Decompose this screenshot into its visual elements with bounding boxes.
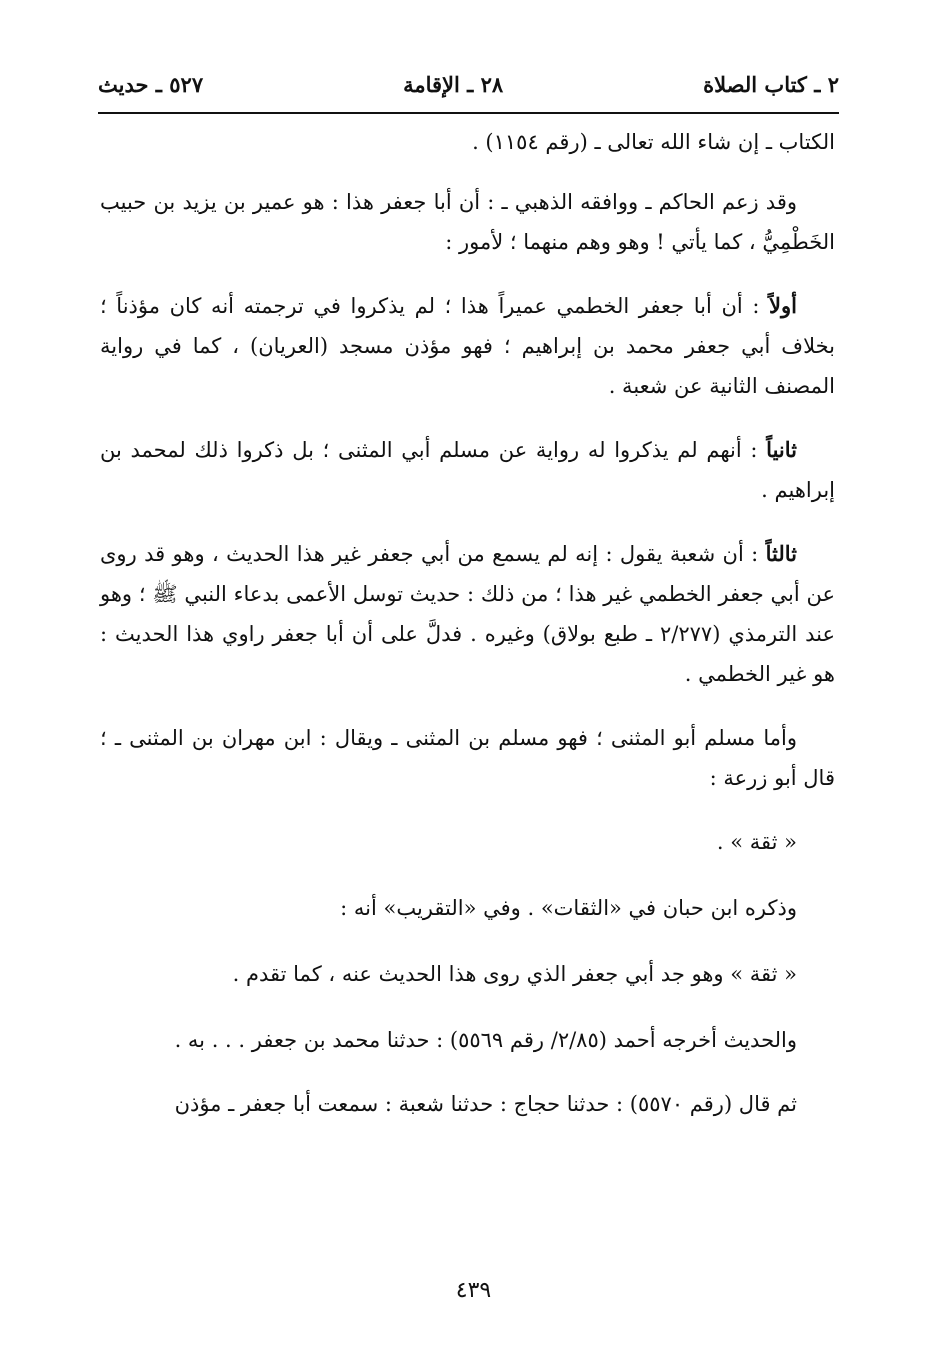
paragraph-text: « ثقة » وهو جد أبي جعفر الذي روى هذا الحديث عنه ، كما تقدم . [232,962,797,986]
header-chapter: ٢ ـ كتاب الصلاة [703,71,839,97]
paragraph-third-reason [100,534,835,694]
paragraph-text: : أنهم لم يذكروا له رواية عن مسلم أبي المثنى ؛ بل ذكروا ذلك لمحمد بن إبراهيم . [100,438,835,502]
paragraph-2 [100,182,835,262]
paragraph-1 [100,122,835,162]
header-section: ٢٨ ـ الإقامة [403,71,504,97]
paragraph-first-reason [100,286,835,406]
paragraph-lead: أولاً [769,293,797,318]
paragraph-text: : أن أبا جعفر الخطمي عميراً هذا ؛ لم يذكروا في ترجمته أنه كان مؤذناً ؛ بخلاف أبي جعفر محمد بن إبراهيم ؛ فهو مؤذن مسجد (العريان) ، كما في رواية المصنف الثانية عن شعبة . [100,294,835,398]
header-divider [98,112,839,114]
paragraph-lead: ثانياً [766,437,797,462]
quote-thiqa [100,822,835,862]
paragraph-ahmad [100,1020,835,1060]
paragraph-text: وقد زعم الحاكم ـ ووافقه الذهبي ـ : أن أبا جعفر هذا : هو عمير بن يزيد بن حبيب الخَطْمِيُّ ، كما يأتي ! وهو وهم منهما ؛ لأمور : [100,190,835,254]
quote-taqrib [100,954,835,994]
paragraph-text: « ثقة » . [716,830,797,854]
paragraph-text: الكتاب ـ إن شاء الله تعالى ـ (رقم ١١٥٤) . [472,130,835,154]
paragraph-lead: ثالثاً [765,541,797,566]
page-number: ٤٣٩ [455,1278,492,1303]
paragraph-text: ثم قال (رقم ٥٥٧٠) : حدثنا حجاج : حدثنا شعبة : سمعت أبا جعفر ـ مؤذن [174,1092,797,1116]
paragraph-text: وذكره ابن حبان في «الثقات» . وفي «التقريب» أنه : [340,896,797,920]
paragraph-text: : أن شعبة يقول : إنه لم يسمع من أبي جعفر غير هذا الحديث ، وهو قد روى عن أبي جعفر الخطمي غير هذا ؛ من ذلك : حديث توسل الأعمى بدعاء النبي ﷺ ؛ وهو عند الترمذي (٢/٢٧٧ ـ طبع بولاق) وغيره . فدلَّ على أن أبا جعفر راوي هذا الحديث : هو غير الخطمي . [100,542,835,686]
header-hadith-number: ٥٢٧ ـ حديث [98,71,204,97]
paragraph-text: وأما مسلم أبو المثنى ؛ فهو مسلم بن المثنى ـ ويقال : ابن مهران بن المثنى ـ ؛ قال أبو زرعة : [100,726,835,790]
paragraph-second-reason [100,430,835,510]
paragraph-muslim-abu-muthanna [100,718,835,798]
page-body [100,122,835,1148]
running-header [98,62,839,106]
paragraph-ibn-hibban [100,888,835,928]
paragraph-text: والحديث أخرجه أحمد (٢/٨٥/ رقم ٥٥٦٩) : حدثنا محمد بن جعفر . . . به . [174,1028,797,1052]
paragraph-then-said [100,1084,835,1124]
